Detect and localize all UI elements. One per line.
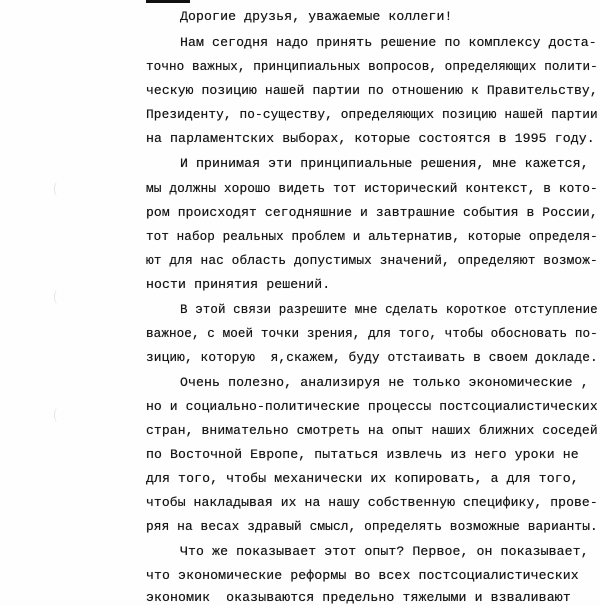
top-underline-mark — [146, 0, 190, 3]
text-line: И принимая эти принципиальные решения, мне кажется, — [180, 156, 589, 171]
text-line: стран, внимательно смотреть на опыт наших ближних соседей — [146, 423, 598, 438]
text-line: Нам сегодня надо принять решение по комплексу доста- — [180, 35, 597, 50]
text-line: Президенту, по-существу, определяющих позицию нашей партии — [146, 107, 598, 122]
text-line: ческую позицию нашей партии по отношению к Правительству, — [146, 83, 598, 98]
text-line: тот набор реальных проблем и альтернатив, которые определя- — [146, 229, 598, 244]
text-line: ром происходят сегодняшние и завтрашние события в России, — [146, 205, 598, 220]
margin-punch-mark — [54, 290, 61, 304]
text-line: точно важных, принципиальных вопросов, определяющих полити- — [146, 59, 598, 74]
text-line: ряя на весах здравый смысл, определять возможные варианты. — [146, 519, 598, 534]
margin-punch-mark — [54, 408, 61, 422]
text-line: для того, чтобы механически их копировать, а для того, — [146, 471, 579, 486]
text-line: на парламентских выборах, которые состоятся в 1995 году. — [146, 131, 595, 146]
text-line: зицию, которую я,скажем, буду отстаивать в своем докладе. — [146, 350, 598, 365]
text-line: ют для нас область допустимых значений, определяют возмож- — [146, 253, 598, 268]
text-line: В этой связи разрешите мне сделать короткое отступление — [180, 302, 598, 317]
text-line: ности принятия решений. — [146, 277, 331, 292]
greeting-line: Дорогие друзья, уважаемые коллеги! — [180, 9, 453, 24]
text-line: Очень полезно, анализируя не только экономические , — [180, 375, 589, 390]
text-line: важное, с моей точки зрения, для того, чтобы обосновать по- — [146, 326, 598, 341]
text-line: что экономические реформы во всех постсоциалистических — [146, 568, 579, 583]
text-line: по Восточной Европе, пытаться извлечь из него уроки не — [146, 447, 579, 462]
text-line: Что же показывает этот опыт? Первое, он показывает, — [180, 544, 589, 559]
text-line: экономик оказываются предельно тяжелыми и взваливают — [146, 590, 571, 605]
text-line: но и социально-политические процессы постсоциалистических — [146, 399, 598, 414]
text-line: чтобы накладывая их на нашу собственную специфику, прове- — [146, 495, 598, 510]
text-line: мы должны хорошо видеть тот исторический контекст, в кото- — [146, 181, 598, 196]
margin-punch-mark — [54, 182, 61, 196]
